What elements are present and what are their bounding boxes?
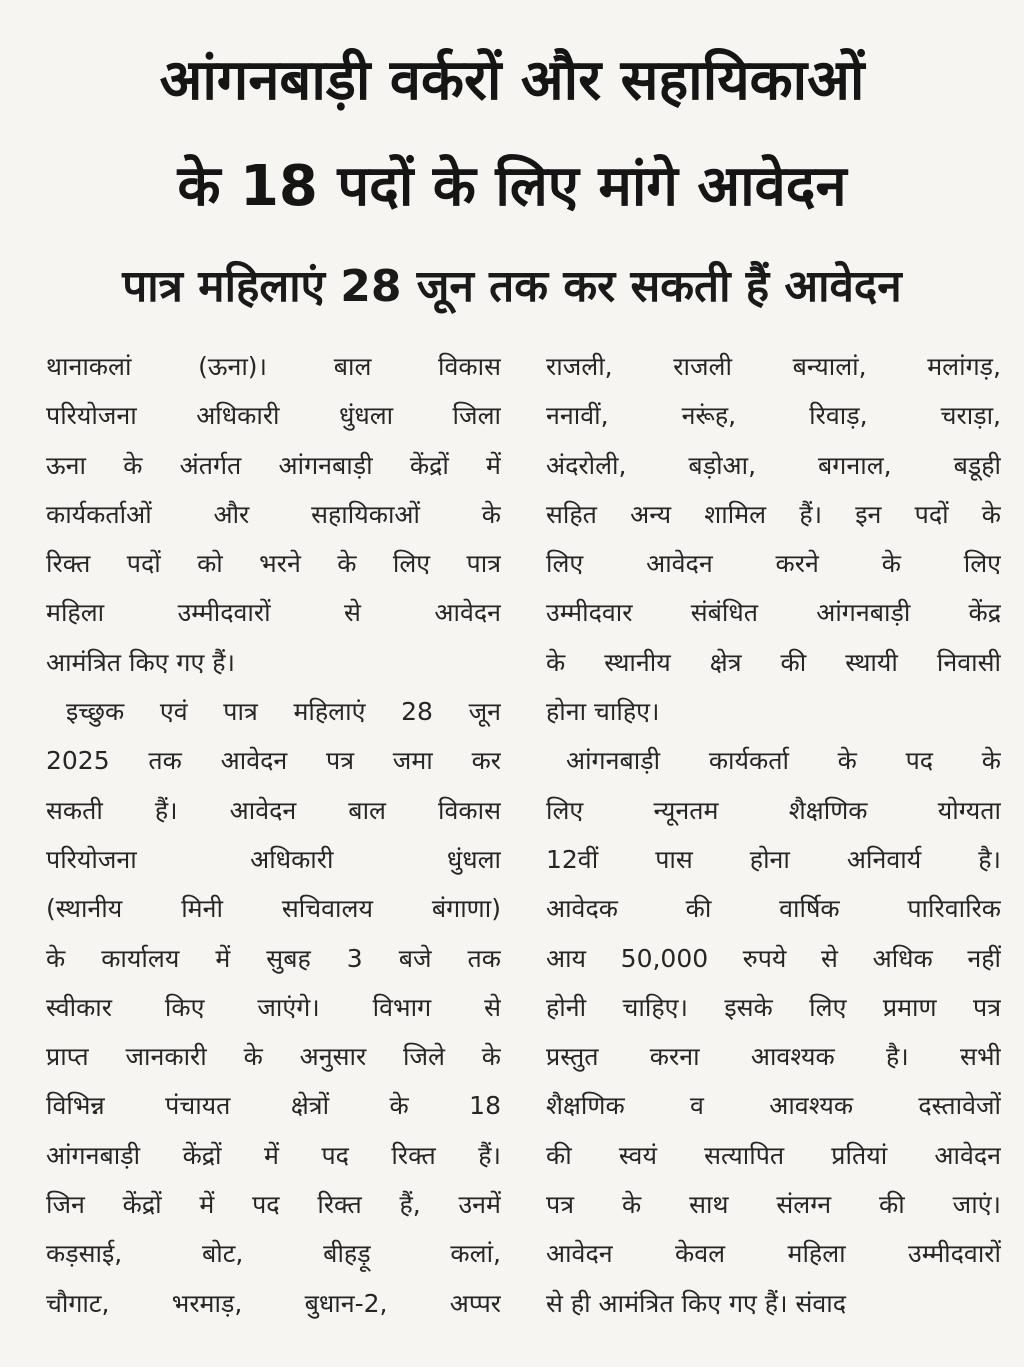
article-line: अंदरोली, बड़ोआ, बगनाल, बडूही: [546, 450, 1001, 480]
article-line: आवेदक की वार्षिक पारिवारिक: [546, 894, 1001, 924]
article-line: उम्मीदवार संबंधित आंगनबाड़ी केंद्र: [546, 598, 1001, 628]
article-line: स्वीकार किए जाएंगे। विभाग से: [46, 992, 501, 1022]
headline-line-1: आंगनबाड़ी वर्करों और सहायिकाओं: [159, 48, 865, 113]
article-line: शैक्षणिक व आवश्यक दस्तावेजों: [546, 1091, 1001, 1121]
article-line: आय 50,000 रुपये से अधिक नहीं: [546, 943, 1001, 973]
article-line: परियोजना अधिकारी धुंधला: [46, 844, 501, 874]
article-line: के कार्यालय में सुबह 3 बजे तक: [46, 943, 501, 973]
article-line: की स्वयं सत्यापित प्रतियां आवेदन: [546, 1140, 1001, 1170]
headline-line-2: के 18 पदों के लिए मांगे आवेदन: [177, 154, 847, 219]
article-line: महिला उम्मीदवारों से आवेदन: [46, 598, 501, 628]
article-line: लिए आवेदन करने के लिए: [546, 549, 1001, 579]
article-line: ऊना के अंतर्गत आंगनबाड़ी केंद्रों में: [46, 450, 501, 480]
article-line: रिक्त पदों को भरने के लिए पात्र: [46, 549, 501, 579]
article-line: प्रस्तुत करना आवश्यक है। सभी: [546, 1042, 1001, 1072]
article-line: आंगनबाड़ी कार्यकर्ता के पद के: [566, 746, 1001, 776]
article-line: इच्छुक एवं पात्र महिलाएं 28 जून: [66, 697, 501, 727]
article-column-left: [46, 342, 501, 1328]
article-line: आंगनबाड़ी केंद्रों में पद रिक्त हैं।: [46, 1140, 501, 1170]
article-line: के स्थानीय क्षेत्र की स्थायी निवासी: [546, 647, 1001, 677]
article-line: सकती हैं। आवेदन बाल विकास: [46, 795, 501, 825]
article-line: ननावीं, नरूंह, रिवाड़, चराड़ा,: [546, 401, 1001, 431]
article-line: (स्थानीय मिनी सचिवालय बंगाणा): [46, 894, 501, 924]
article-line: होना चाहिए।: [546, 697, 660, 727]
subheadline: पात्र महिलाएं 28 जून तक कर सकती हैं आवेदन: [122, 261, 902, 312]
article-line: 2025 तक आवेदन पत्र जमा कर: [46, 746, 501, 776]
article-line: चौगाट, भरमाड़, बुधान-2, अप्पर: [46, 1288, 501, 1318]
article-line: होनी चाहिए। इसके लिए प्रमाण पत्र: [546, 992, 1001, 1022]
article-line: कार्यकर्ताओं और सहायिकाओं के: [46, 499, 501, 529]
article-line: आवेदन केवल महिला उम्मीदवारों: [546, 1239, 1001, 1269]
article-line: लिए न्यूनतम शैक्षणिक योग्यता: [546, 795, 1001, 825]
article-line: से ही आमंत्रित किए गए हैं। संवाद: [546, 1288, 847, 1318]
article-column-right: [546, 342, 1001, 1328]
article-line: जिन केंद्रों में पद रिक्त हैं, उनमें: [46, 1190, 501, 1220]
article-line: विभिन्न पंचायत क्षेत्रों के 18: [46, 1091, 501, 1121]
article-line: सहित अन्य शामिल हैं। इन पदों के: [546, 499, 1001, 529]
article-line: थानाकलां (ऊना)। बाल विकास: [46, 352, 501, 381]
article-line: आमंत्रित किए गए हैं।: [46, 647, 236, 677]
article-line: कड़साई, बोट, बीहड़ू कलां,: [46, 1239, 501, 1269]
article-line: पत्र के साथ संलग्न की जाएं।: [546, 1190, 1001, 1220]
article-line: परियोजना अधिकारी धुंधला जिला: [46, 401, 501, 431]
article-line: प्राप्त जानकारी के अनुसार जिले के: [46, 1042, 501, 1072]
article-line: 12वीं पास होना अनिवार्य है।: [546, 844, 1001, 874]
article-line: राजली, राजली बन्यालां, मलांगड़,: [546, 352, 1001, 381]
